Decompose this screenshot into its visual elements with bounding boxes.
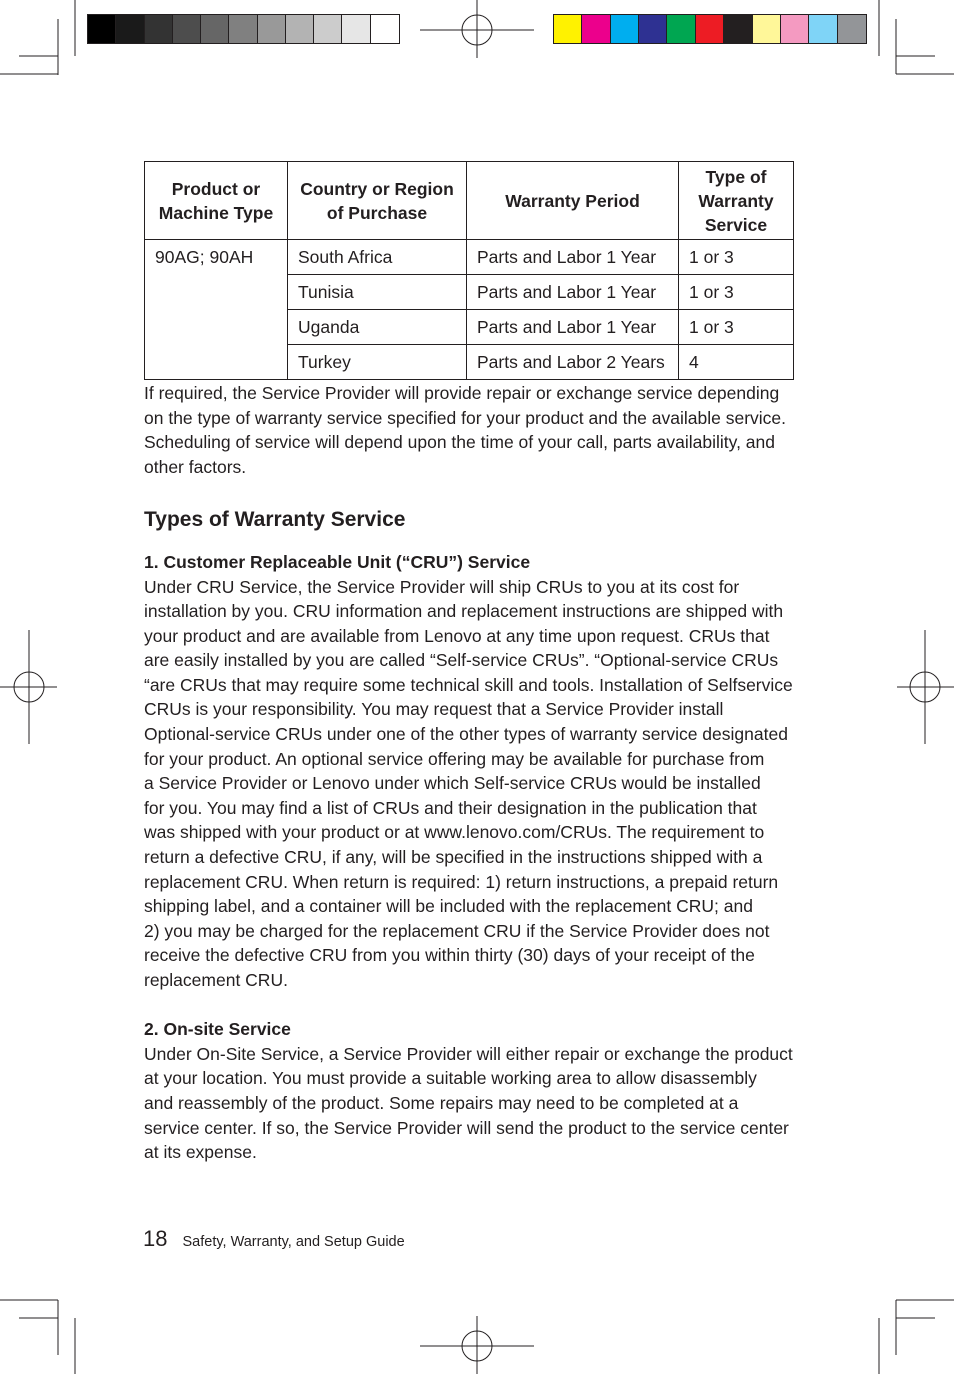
- header-country: Country or Region of Purchase: [288, 162, 467, 240]
- page-content: [144, 161, 794, 1165]
- color-swatch: [582, 15, 610, 43]
- color-swatch: [201, 15, 229, 43]
- color-swatch: [639, 15, 667, 43]
- page-footer: [143, 1226, 405, 1252]
- header-warranty-period: Warranty Period: [467, 162, 679, 240]
- guide-title: Safety, Warranty, and Setup Guide: [182, 1234, 405, 1250]
- header-machine-type: Product or Machine Type: [145, 162, 288, 240]
- color-swatch: [371, 15, 399, 43]
- color-swatch: [229, 15, 257, 43]
- period-cell: Parts and Labor 1 Year: [467, 275, 679, 310]
- color-swatch: [342, 15, 370, 43]
- color-swatch: [753, 15, 781, 43]
- color-swatch: [667, 15, 695, 43]
- grayscale-color-bar: [87, 14, 400, 44]
- service-cell: 4: [679, 345, 794, 380]
- country-cell: Tunisia: [288, 275, 467, 310]
- color-swatch: [554, 15, 582, 43]
- section-title: Types of Warranty Service: [144, 507, 406, 531]
- color-swatch: [611, 15, 639, 43]
- color-swatch: [781, 15, 809, 43]
- page-number: 18: [143, 1226, 168, 1251]
- color-swatch: [696, 15, 724, 43]
- period-cell: Parts and Labor 2 Years: [467, 345, 679, 380]
- country-cell: South Africa: [288, 240, 467, 275]
- warranty-table: [144, 161, 794, 380]
- onsite-heading: 2. On-site Service: [144, 1019, 291, 1040]
- country-cell: Uganda: [288, 310, 467, 345]
- color-swatch: [809, 15, 837, 43]
- color-swatch: [145, 15, 173, 43]
- machine-type-cell: 90AG; 90AH: [145, 240, 288, 380]
- period-cell: Parts and Labor 1 Year: [467, 240, 679, 275]
- service-cell: 1 or 3: [679, 310, 794, 345]
- color-swatch: [258, 15, 286, 43]
- service-cell: 1 or 3: [679, 240, 794, 275]
- intro-paragraph: If required, the Service Provider will provide repair or exchange service depending on the type of warranty service specified for your product and the available service. Scheduling of service will depend upon the time of your call, parts availability, and other factors.: [144, 383, 787, 478]
- color-swatch: [88, 15, 116, 43]
- period-cell: Parts and Labor 1 Year: [467, 310, 679, 345]
- cru-heading: 1. Customer Replaceable Unit (“CRU”) Service: [144, 551, 531, 572]
- country-cell: Turkey: [288, 345, 467, 380]
- color-swatch: [286, 15, 314, 43]
- process-color-bar: [553, 14, 867, 44]
- table-header-row: [145, 162, 794, 240]
- color-swatch: [314, 15, 342, 43]
- color-swatch: [838, 15, 866, 43]
- color-swatch: [724, 15, 752, 43]
- cru-paragraph: Under CRU Service, the Service Provider will ship CRUs to you at its cost for installation by you. CRU information and replacement instructions are shipped with your product and are available from Lenovo at any time upon request. CRUs that are easily installed by you are called “Self-service CRUs”. “Optional-service CRUs “are CRUs that may require some technical skill and tools. Installation of Selfservice CRUs is your responsibility. You may request that a Service Provider install Optional-service CRUs under one of the other types of warranty service designated for your product. An optional service offering may be available for purchase from a Service Provider or Lenovo under which Self-service CRUs would be installed for you. You may find a list of CRUs and their designation in the publication that was shipped with your product or at www.lenovo.com/CRUs. The requirement to return a defective CRU, if any, will be specified in the instructions shipped with a replacement CRU. When return is required: 1) return instructions, a prepaid return shipping label, and a container will be included with the replacement CRU; and 2) you may be charged for the replacement CRU if the Service Provider does not receive the defective CRU from you within thirty (30) days of your receipt of the replacement CRU.: [144, 576, 793, 991]
- color-swatch: [116, 15, 144, 43]
- header-service-type: Type of Warranty Service: [679, 162, 794, 240]
- onsite-paragraph: Under On-Site Service, a Service Provider will either repair or exchange the product at your location. You must provide a suitable working area to allow disassembly and reassembly of the product. Some repairs may need to be completed at a service center. If so, the Service Provider will send the product to the service center at its expense.: [144, 1043, 793, 1163]
- color-swatch: [173, 15, 201, 43]
- table-row: [145, 240, 794, 275]
- service-cell: 1 or 3: [679, 275, 794, 310]
